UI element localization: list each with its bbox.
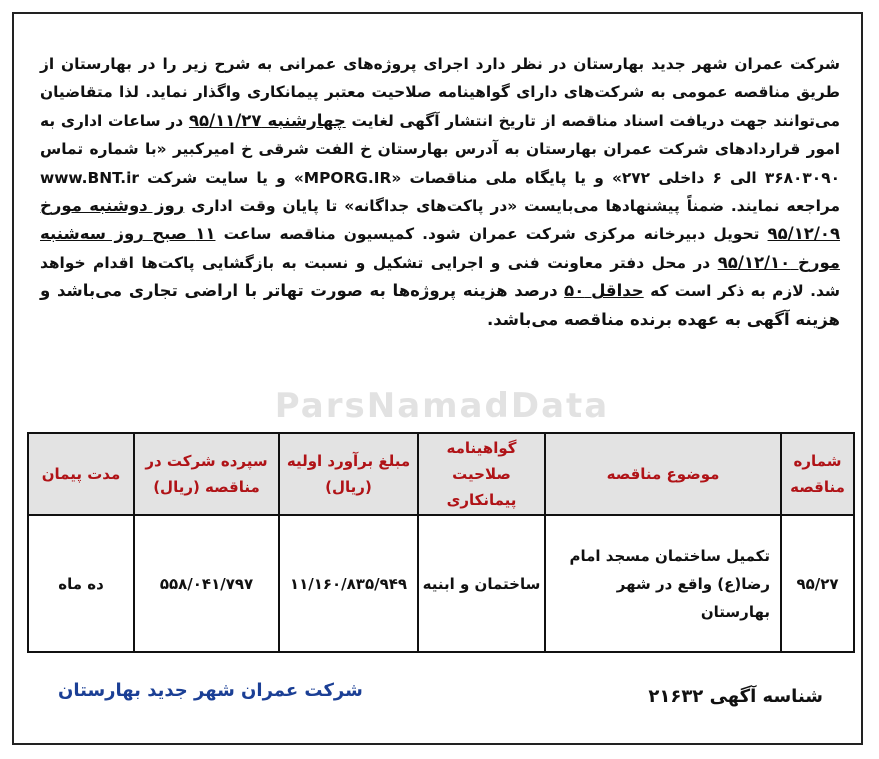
notice-text-1: شرکت عمران شهر جدید بهارستان در نظر دارد اجرای پروژه‌های عمرانی به شرح زیر را در بهارستان از طریق مناقصه عمومی به شرکت‌های دارای گواهینامه صلاحیت معتبر پیمانکاری واگذار نماید. لذا متقاضیان می‌توانند جهت دریافت اسناد مناقصه از تاریخ انتشار آگهی لغایت [40, 55, 840, 130]
company-name: شرکت عمران شهر جدید بهارستان [58, 680, 363, 701]
documents-deadline: چهارشنبه ۹۵/۱۱/۲۷ [188, 110, 346, 130]
header-estimate: مبلغ برآورد اولیه (ریال) [279, 433, 418, 515]
watermark: ParsNamadData [274, 386, 610, 426]
table-header-row [28, 433, 854, 515]
bids-deadline: روز دوشنبه مورخ ۹۵/۱۲/۰۹ [40, 196, 841, 244]
header-tender-number: شماره مناقصه [781, 433, 854, 515]
notice-last-line: درصد هزینه پروژه‌ها به صورت تهاتر با اراضی تجاری می‌باشد و هزینه آگهی به عهده برنده مناقصه می‌باشد. [40, 281, 840, 329]
header-duration: مدت پیمان [28, 433, 134, 515]
cell-subject: تکمیل ساختمان مسجد امام رضا(ع) واقع در شهر بهارستان [545, 515, 781, 652]
notice-text-3: تحویل دبیرخانه مرکزی شرکت عمران شود. کمیسیون مناقصه ساعت [223, 225, 760, 244]
notice-body [40, 50, 840, 334]
notice-text-4: در محل دفتر معاونت فنی و اجرایی تشکیل و نسبت به بازگشایی پاکت‌ها اقدام خواهد شد. لازم به ذکر است که [40, 253, 840, 301]
cell-duration: ده ماه [28, 515, 134, 652]
tender-table [27, 432, 855, 653]
opening-time: ۱۱ صبح روز سه‌شنبه مورخ ۹۵/۱۲/۱۰ [40, 224, 841, 272]
minimum-percent: حداقل ۵۰ [564, 281, 644, 301]
table-row [28, 515, 854, 652]
header-certificate: گواهینامه صلاحیت پیمانکاری [418, 433, 545, 515]
ad-id: شناسه آگهی ۲۱۶۳۲ [648, 686, 823, 707]
cell-tender-number: ۹۵/۲۷ [781, 515, 854, 652]
notice-paragraph [40, 50, 840, 334]
cell-certificate: ساختمان و ابنیه [418, 515, 545, 652]
header-subject: موضوع مناقصه [545, 433, 781, 515]
notice-text-2: در ساعات اداری به امور قراردادهای شرکت عمران بهارستان به آدرس بهارستان خ الفت شرقی خ امیرکبیر «با شماره تماس ۳۶۸۰۳۰۹۰ الی ۶ داخلی ۲۷۲» و یا پایگاه ملی مناقصات «MPORG.IR» و یا سایت شرکت www.BNT.ir مراجعه نمایند. ضمناً پیشنهادها می‌بایست «در پاکت‌های جداگانه» تا پایان وقت اداری [40, 111, 840, 216]
header-deposit: سپرده شرکت در مناقصه (ریال) [134, 433, 279, 515]
cell-estimate: ۱۱/۱۶۰/۸۳۵/۹۴۹ [279, 515, 418, 652]
cell-deposit: ۵۵۸/۰۴۱/۷۹۷ [134, 515, 279, 652]
